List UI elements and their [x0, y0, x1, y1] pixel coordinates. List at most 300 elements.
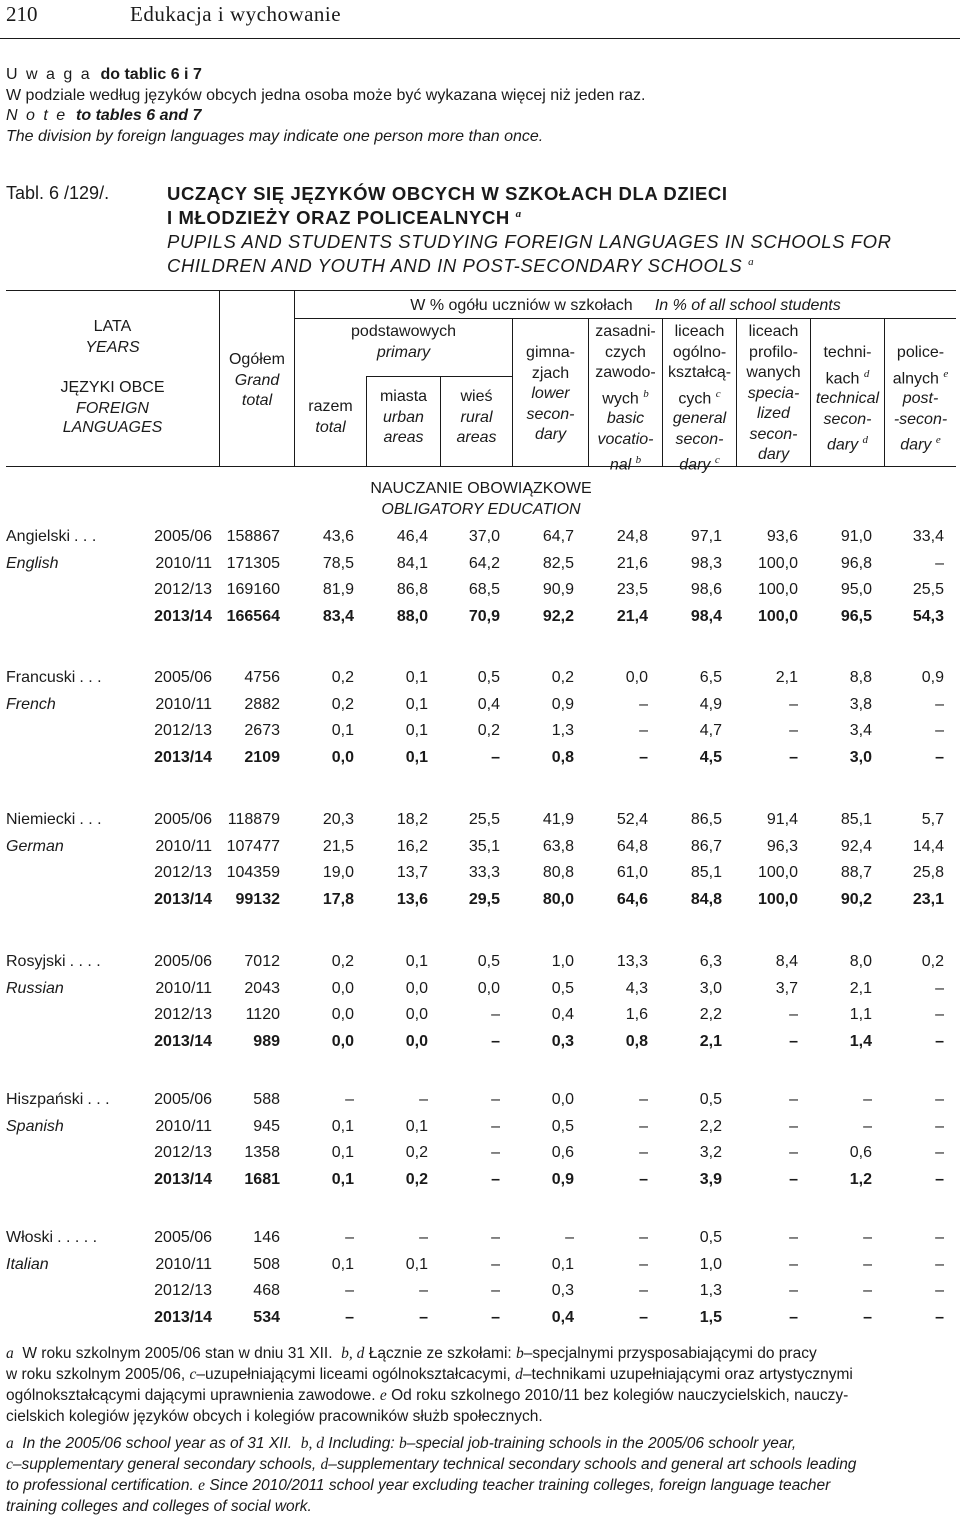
percent-cell: – [639, 1229, 648, 1246]
percent-cell: 0,5 [699, 1229, 722, 1246]
year-cell: 2012/13 [154, 1144, 212, 1162]
grand-total-cell: 2673 [244, 722, 280, 740]
pct-header [295, 296, 956, 317]
percent-cell: 64,8 [616, 837, 648, 855]
percent-cell: 92,2 [542, 607, 574, 625]
percent-cell: 33,3 [468, 864, 500, 882]
percent-cell: 100,0 [757, 890, 798, 908]
zasad-en-1: basic [606, 410, 645, 428]
percent-cell: 0,4 [551, 1006, 574, 1024]
note-en-ref: to tables 6 and 7 [76, 107, 202, 124]
percent-cell: – [789, 695, 798, 713]
percent-cell: 13,7 [396, 864, 428, 882]
page-title: Edukacja i wychowanie [130, 2, 342, 26]
fn-text: cielskich kolegiów języków obcych i kolegiów pracowników służb społecznych. [6, 1408, 543, 1425]
language-label [6, 811, 124, 829]
licog-sup-2: c [714, 454, 720, 467]
percent-cell: 91,0 [840, 528, 872, 545]
percent-cell: 46,4 [396, 528, 428, 545]
percent-cell: 1,6 [625, 1006, 648, 1024]
note-pl-text: W podziale według języków obcych jedna osoba może być wykazana więcej niż jeden raz. [6, 87, 646, 104]
leader-dots: . . . [79, 811, 102, 828]
pct-rule [294, 318, 956, 319]
language-label [6, 953, 124, 971]
fn-text: In the 2005/06 school year as of 31 XII. [22, 1435, 293, 1452]
percent-cell: 0,1 [551, 1255, 574, 1273]
percent-cell: 23,1 [912, 890, 944, 908]
fn-mark: e [198, 1477, 206, 1494]
percent-cell: 0,9 [921, 669, 944, 686]
percent-cell: 63,8 [542, 837, 574, 855]
polic-sup-1: e [943, 367, 949, 380]
footnote-en-line1 [6, 1433, 956, 1454]
percent-cell: 64,2 [468, 554, 500, 572]
percent-cell: – [639, 695, 648, 713]
percent-cell: 3,2 [699, 1144, 722, 1162]
fn-text: W roku szkolnym 2005/06 stan w dniu 31 XII. [22, 1345, 333, 1362]
percent-cell: – [419, 1091, 428, 1108]
percent-cell: 33,4 [912, 528, 944, 545]
percent-cell: – [345, 1308, 354, 1326]
gimn-pl-1: gimna- [526, 344, 575, 361]
percent-cell: – [419, 1282, 428, 1300]
percent-cell: 64,7 [542, 528, 574, 545]
grand-total-cell: 989 [253, 1032, 280, 1050]
fn-mark: d [515, 1366, 523, 1383]
rural-en-1: rural [460, 408, 493, 426]
year-cell: 2012/13 [154, 1006, 212, 1024]
percent-cell: 98,6 [690, 581, 722, 599]
percent-cell: 88,0 [396, 607, 428, 625]
percent-cell: 80,8 [542, 864, 574, 882]
fn-mark: b [398, 1435, 407, 1452]
zasad-pl-1: zasadni- [595, 323, 656, 340]
percent-cell: – [419, 1229, 428, 1246]
year-cell: 2012/13 [154, 581, 212, 599]
tech-en-2: secon- [823, 410, 872, 428]
licog-pl-3: kształcą- [667, 364, 732, 381]
percent-cell: 0,1 [405, 1255, 428, 1273]
percent-cell: 4,5 [699, 748, 722, 766]
percent-cell: 0,1 [331, 1170, 354, 1188]
note-en-heading [6, 107, 201, 125]
percent-cell: 0,0 [331, 748, 354, 766]
percent-cell: – [789, 1229, 798, 1246]
percent-cell: 0,6 [551, 1144, 574, 1162]
percent-cell: 0,2 [405, 1144, 428, 1162]
section-en: OBLIGATORY EDUCATION [381, 500, 581, 518]
year-cell: 2005/06 [154, 669, 212, 686]
razem-en: total [315, 418, 346, 436]
fn-mark: a [6, 1435, 14, 1452]
zasad-en-3-text: nal [609, 456, 632, 474]
percent-cell: 0,8 [551, 748, 574, 766]
rural-en-2: areas [456, 429, 497, 446]
percent-cell: 96,3 [766, 837, 798, 855]
percent-cell: – [789, 1255, 798, 1273]
licog-en-3-text: dary [679, 456, 711, 474]
percent-cell: 96,5 [840, 607, 872, 625]
leader-dots: . . . [74, 528, 97, 545]
percent-cell: – [565, 1229, 574, 1246]
grand-total-cell: 4756 [244, 669, 280, 686]
year-cell: 2013/14 [154, 890, 212, 908]
year-cell: 2005/06 [154, 953, 212, 970]
percent-cell: – [789, 1170, 798, 1188]
tech-pl-2-text: kach [825, 369, 860, 387]
percent-cell: 91,4 [766, 811, 798, 828]
percent-cell: 95,0 [840, 581, 872, 599]
percent-cell: 0,0 [405, 1006, 428, 1024]
percent-cell: 4,7 [699, 722, 722, 740]
footnote-en-line2 [6, 1454, 956, 1475]
percent-cell: – [935, 1006, 944, 1024]
footnote-pl-line1 [6, 1343, 956, 1364]
percent-cell: 61,0 [616, 864, 648, 882]
polic-en-3-text: dary [900, 436, 932, 454]
percent-cell: – [639, 1255, 648, 1273]
title-en-line2 [167, 255, 754, 277]
primary-pl: podstawowych [351, 323, 456, 340]
percent-cell: – [863, 1255, 872, 1273]
razem-pl: razem [308, 398, 353, 415]
percent-cell: – [935, 1282, 944, 1300]
percent-cell: 3,0 [699, 979, 722, 997]
percent-cell: 84,1 [396, 554, 428, 572]
tech-en-1: technical [815, 390, 880, 408]
percent-cell: – [345, 1282, 354, 1300]
percent-cell: 0,0 [551, 1091, 574, 1108]
percent-cell: – [491, 1032, 500, 1050]
lower-secondary-header [513, 343, 588, 446]
percent-cell: 3,8 [849, 695, 872, 713]
percent-cell: 98,3 [690, 554, 722, 572]
percent-cell: – [935, 1229, 944, 1246]
licpr-en-4: dary [757, 446, 790, 463]
percent-cell: 5,7 [921, 811, 944, 828]
percent-cell: 0,1 [405, 1117, 428, 1135]
percent-cell: – [789, 1144, 798, 1162]
tech-pl-2 [811, 364, 884, 390]
percent-cell: – [345, 1229, 354, 1246]
percent-cell: 68,5 [468, 581, 500, 599]
razem-header [295, 397, 366, 438]
fn-mark: b [516, 1345, 524, 1362]
language-pl: Francuski [6, 669, 76, 686]
grand-total-cell: 99132 [235, 890, 280, 908]
zasad-pl-3: zawodo- [595, 364, 656, 381]
urban-header [367, 387, 440, 449]
percent-cell: 0,5 [551, 1117, 574, 1135]
percent-cell: 3,4 [849, 722, 872, 740]
urban-en-2: areas [383, 429, 424, 446]
grand-total-header [220, 350, 294, 412]
percent-cell: 2,1 [849, 979, 872, 997]
percent-cell: 43,6 [322, 528, 354, 545]
fn-text: to professional certification. [6, 1477, 194, 1494]
zasad-pl-2: czych [605, 343, 646, 361]
urban-pl: miasta [379, 388, 428, 405]
percent-cell: – [491, 1006, 500, 1024]
stub-years-en: YEARS [85, 338, 140, 356]
percent-cell: 25,5 [468, 811, 500, 828]
language-label [6, 1091, 124, 1109]
percent-cell: – [491, 1117, 500, 1135]
year-cell: 2010/11 [155, 1255, 212, 1273]
percent-cell: – [935, 1144, 944, 1162]
year-cell: 2010/11 [155, 695, 212, 713]
percent-cell: 0,5 [551, 979, 574, 997]
percent-cell: 0,0 [625, 669, 648, 686]
percent-cell: 3,0 [849, 748, 872, 766]
percent-cell: – [789, 1308, 798, 1326]
licpr-pl-1: liceach [748, 323, 799, 340]
percent-cell: 0,0 [331, 979, 354, 997]
language-pl: Hiszpański [6, 1091, 84, 1108]
grand-pl: Ogółem [228, 351, 286, 368]
note-pl-heading [6, 66, 202, 84]
percent-cell: 86,5 [690, 811, 722, 828]
title-en-line2-text: CHILDREN AND YOUTH AND IN POST-SECONDARY SCHOOLS [167, 255, 743, 276]
polic-pl-1: police- [896, 344, 945, 361]
note-en-lead: N o t e [6, 107, 68, 124]
percent-cell: – [639, 748, 648, 766]
fn-text: –uzupełniającymi liceami ogólnokształcacymi, [196, 1366, 511, 1383]
page-number: 210 [6, 2, 38, 26]
percent-cell: – [935, 1117, 944, 1135]
percent-cell: 1,2 [849, 1170, 872, 1188]
language-pl: Angielski [6, 528, 71, 545]
percent-cell: – [491, 1091, 500, 1108]
grand-total-cell: 171305 [226, 554, 280, 572]
percent-cell: – [935, 554, 944, 572]
grand-total-cell: 169160 [226, 581, 280, 599]
percent-cell: 0,6 [849, 1144, 872, 1162]
percent-cell: 0,0 [477, 979, 500, 997]
fn-mark: c [189, 1366, 197, 1383]
leader-dots: . . . [79, 669, 102, 686]
licog-pl-2: ogólno- [672, 343, 727, 361]
grand-total-cell: 146 [253, 1229, 280, 1246]
language-label [6, 669, 124, 687]
grand-total-cell: 508 [253, 1255, 280, 1273]
licog-pl-1: liceach [674, 323, 725, 340]
grand-total-cell: 158867 [226, 528, 280, 545]
percent-cell: 0,2 [551, 669, 574, 686]
tech-en-3 [811, 430, 884, 456]
licog-pl-4 [663, 384, 736, 410]
year-cell: 2013/14 [154, 607, 212, 625]
percent-cell: – [345, 1091, 354, 1108]
percent-cell: 88,7 [840, 864, 872, 882]
title-pl-line2 [167, 207, 522, 229]
licpr-pl-3: wanych [746, 364, 801, 381]
table-label: Tabl. 6 /129/. [6, 183, 110, 203]
note-en-text: The division by foreign languages may indicate one person more than once. [6, 128, 544, 145]
percent-cell: 100,0 [757, 607, 798, 625]
stub-lang-en-1: FOREIGN [76, 399, 149, 417]
percent-cell: 100,0 [757, 581, 798, 599]
zasad-sup-2: b [635, 454, 642, 467]
percent-cell: 25,5 [912, 581, 944, 599]
tech-en-3-text: dary [826, 436, 859, 454]
percent-cell: 0,0 [405, 979, 428, 997]
percent-cell: – [863, 1091, 872, 1108]
rural-header [441, 387, 512, 449]
percent-cell: – [639, 1282, 648, 1300]
tech-pl-1: techni- [823, 344, 872, 361]
percent-cell: 4,9 [699, 695, 722, 713]
note-pl-lead: U w a g a [6, 66, 92, 83]
percent-cell: 93,6 [766, 528, 798, 545]
language-en: German [6, 837, 64, 855]
technical-secondary-header [811, 343, 884, 456]
percent-cell: 0,9 [551, 695, 574, 713]
percent-cell: 0,0 [331, 1006, 354, 1024]
licog-en-3 [663, 450, 736, 476]
percent-cell: 2,1 [699, 1032, 722, 1050]
percent-cell: 21,5 [322, 837, 354, 855]
percent-cell: 0,1 [405, 722, 428, 740]
percent-cell: – [491, 1255, 500, 1273]
fn-text: Since 2010/2011 school year excluding teacher training colleges, foreign language teacher [209, 1477, 831, 1494]
percent-cell: 20,3 [322, 811, 354, 828]
licpr-pl-2: profilo- [749, 343, 798, 361]
fn-mark: d [320, 1456, 329, 1473]
percent-cell: 0,1 [405, 748, 428, 766]
percent-cell: 8,4 [775, 953, 798, 970]
percent-cell: – [789, 748, 798, 766]
stub-lang-pl: JĘZYKI OBCE [60, 379, 165, 396]
grand-en-2: total [241, 392, 273, 409]
grand-en-1: Grand [234, 371, 280, 389]
fn-text: –supplementary general secondary schools, [12, 1456, 317, 1473]
percent-cell: 0,2 [331, 953, 354, 970]
percent-cell: 86,8 [396, 581, 428, 599]
percent-cell: 19,0 [322, 864, 354, 882]
zasad-pl-4 [589, 384, 662, 410]
percent-cell: 0,5 [699, 1091, 722, 1108]
percent-cell: 0,1 [331, 1117, 354, 1135]
year-cell: 2013/14 [154, 1308, 212, 1326]
stub-lang-en-2: LANGUAGES [62, 419, 163, 436]
year-cell: 2013/14 [154, 748, 212, 766]
percent-cell: 23,5 [616, 581, 648, 599]
percent-cell: 84,8 [690, 890, 722, 908]
licog-en-1: general [672, 410, 727, 428]
percent-cell: 0,3 [551, 1282, 574, 1300]
primary-en: primary [376, 343, 431, 361]
percent-cell: 0,1 [331, 722, 354, 740]
percent-cell: 0,9 [551, 1170, 574, 1188]
year-cell: 2005/06 [154, 1091, 212, 1108]
grand-total-cell: 1120 [245, 1006, 280, 1024]
percent-cell: 0,1 [405, 953, 428, 970]
stub-header [6, 317, 219, 439]
percent-cell: 29,5 [468, 890, 500, 908]
pct-pl: W % ogółu uczniów w szkołach [410, 297, 633, 314]
percent-cell: 24,8 [616, 528, 648, 545]
footnote-en-line3 [6, 1475, 956, 1496]
percent-cell: 0,1 [405, 695, 428, 713]
percent-cell: 25,8 [912, 864, 944, 882]
percent-cell: – [935, 1091, 944, 1108]
percent-cell: – [935, 1032, 944, 1050]
zasad-en-3 [589, 450, 662, 476]
percent-cell: 100,0 [757, 554, 798, 572]
header-bottom-rule [6, 466, 956, 467]
percent-cell: – [935, 695, 944, 713]
grand-total-cell: 468 [253, 1282, 280, 1300]
percent-cell: 0,5 [477, 669, 500, 686]
grand-total-cell: 2882 [244, 695, 280, 713]
percent-cell: – [935, 722, 944, 740]
year-cell: 2012/13 [154, 1282, 212, 1300]
licpr-en-3: secon- [749, 425, 798, 443]
polic-sup-2: e [935, 434, 941, 447]
post-secondary-header [885, 343, 956, 456]
percent-cell: 18,2 [396, 811, 428, 828]
year-cell: 2010/11 [155, 837, 212, 855]
percent-cell: – [491, 748, 500, 766]
percent-cell: – [491, 1144, 500, 1162]
fn-mark: e [379, 1387, 387, 1404]
percent-cell: 1,5 [699, 1308, 722, 1326]
fn-mark: a [6, 1345, 14, 1362]
year-cell: 2005/06 [154, 1229, 212, 1246]
percent-cell: 0,2 [405, 1170, 428, 1188]
percent-cell: 97,1 [690, 528, 722, 545]
percent-cell: – [789, 1006, 798, 1024]
percent-cell: 64,6 [616, 890, 648, 908]
percent-cell: – [639, 1144, 648, 1162]
percent-cell: 85,1 [840, 811, 872, 828]
licog-en-2: secon- [675, 430, 724, 448]
fn-mark: b, d [341, 1345, 365, 1362]
fn-text: Łącznie ze szkołami: [368, 1345, 512, 1362]
year-cell: 2010/11 [155, 979, 212, 997]
page-header [6, 0, 956, 34]
fn-text: –special job-training schools in the 2005/06 schoolr year, [406, 1435, 797, 1452]
gimn-en-2: secon- [526, 405, 575, 423]
percent-cell: 98,4 [690, 607, 722, 625]
fn-text: –supplementary technical secondary schools and general art schools leading [328, 1456, 857, 1473]
fn-text: Including: [328, 1435, 395, 1452]
percent-cell: – [935, 748, 944, 766]
percent-cell: 82,5 [542, 554, 574, 572]
percent-cell: 6,3 [699, 953, 722, 970]
gimn-pl-2: zjach [531, 364, 570, 382]
fn-mark: c [6, 1456, 13, 1473]
specialized-secondary-header [737, 322, 810, 466]
licog-sup-1: c [715, 387, 721, 400]
percent-cell: 0,1 [405, 669, 428, 686]
title-pl-line1: UCZĄCY SIĘ JĘZYKÓW OBCYCH W SZKOŁACH DLA DZIECI [167, 183, 728, 204]
percent-cell: – [789, 1117, 798, 1135]
percent-cell: 1,3 [699, 1282, 722, 1300]
language-en: Italian [6, 1255, 49, 1273]
footnote-pl-line3 [6, 1385, 956, 1406]
basic-vocational-header [589, 322, 662, 476]
polic-pl-2 [885, 364, 956, 390]
percent-cell: 0,0 [331, 1032, 354, 1050]
percent-cell: – [789, 1032, 798, 1050]
percent-cell: – [491, 1170, 500, 1188]
grand-total-cell: 107477 [226, 837, 280, 855]
year-cell: 2010/11 [155, 1117, 212, 1135]
percent-cell: 100,0 [757, 864, 798, 882]
percent-cell: – [491, 1308, 500, 1326]
